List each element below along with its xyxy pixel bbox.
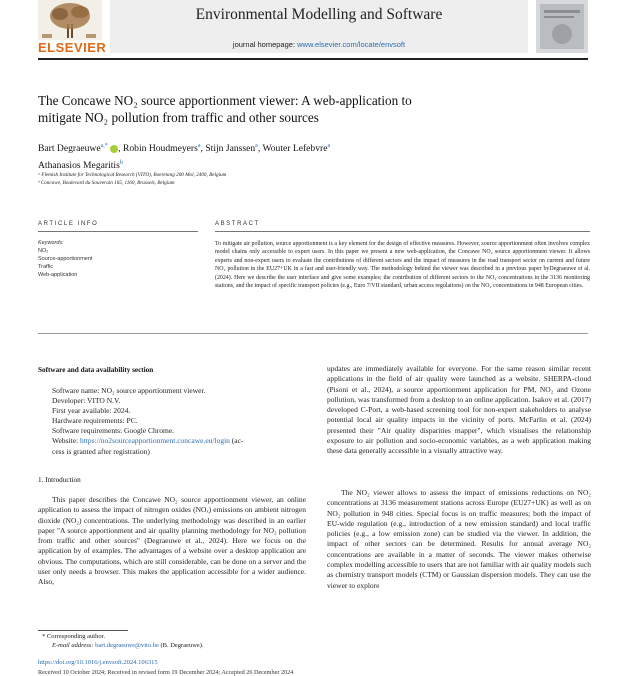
abstract-rule xyxy=(215,231,590,232)
journal-title: Environmental Modelling and Software xyxy=(195,6,443,23)
journal-cover-thumbnail[interactable] xyxy=(536,0,588,53)
software-hardware: Hardware requirements: PC. xyxy=(52,416,138,425)
abstract-heading: ABSTRACT xyxy=(215,221,260,227)
email-link[interactable]: bart.degraeuwe@vito.be xyxy=(95,642,159,649)
website-link[interactable]: https://no2sourceapportionment.concawe.eu/login xyxy=(79,436,230,445)
keyword-item: Source-apportionment xyxy=(38,256,93,262)
software-developer: Developer: VITO N.V. xyxy=(52,396,121,405)
email-label: E-mail address: xyxy=(52,642,96,649)
header-rule xyxy=(38,58,588,60)
paper-title xyxy=(38,92,578,126)
website-note-cont: cess is granted after registration) xyxy=(52,447,150,456)
homepage-label: journal homepage: xyxy=(232,40,298,49)
author-2-affiliation[interactable]: a xyxy=(197,143,201,149)
keyword-item: Traffic xyxy=(38,264,53,270)
author-1-affiliation[interactable]: a,* xyxy=(100,143,108,149)
footnote-rule xyxy=(38,630,128,631)
keywords-label: Keywords: xyxy=(38,240,64,246)
software-requirements: Software requirements: Google Chrome. xyxy=(52,426,175,435)
software-name: Software name: NO₂ source apportionment viewer. xyxy=(52,386,206,395)
title-line-2: mitigate NO₂ pollution from traffic and other sources xyxy=(38,110,319,125)
keyword-item: NO₂ xyxy=(38,248,49,254)
software-section-heading: Software and data availability section xyxy=(38,366,154,374)
intro-heading: 1. Introduction xyxy=(38,476,81,484)
software-first-year: First year available: 2024. xyxy=(52,406,131,415)
publisher-logo-text: ELSEVIER xyxy=(38,40,107,55)
title-line-1: The Concawe NO₂ source apportionment viewer: A web-application to xyxy=(38,93,412,108)
abstract-body: To mitigate air pollution, source apportionment is a key element for the design of effective measures. However, source apportionment often involves complex model chains only accessible to expert users. In this paper we present a new web-application, the Concawe NO₂ source apportionment viewer. It allows experts and non-expert users to evaluate the contributions of different sectors and the impact of measures in the road transport sector on current and future NO₂ pollution in the EU27+UK in a fast and user-friendly way. The methodology behind the viewer was described in a previous paper byDegraeuwe et al. (2024). Here we describe the user interface and give some examples; the contribution of different sectors to the NO₂ concentrations in the 3136 monitoring stations, and the impact of specific transport policies (e.g., Euro 7/VII standard, urban access regulations) on the NO₂ concentrations in 948 European cities. xyxy=(215,241,590,290)
author-1[interactable]: Bart Degraeuwe xyxy=(38,143,101,155)
author-5-affiliation[interactable]: b xyxy=(119,160,123,167)
journal-homepage xyxy=(110,40,528,49)
author-2[interactable]: , Robin Houdmeyers xyxy=(118,143,198,155)
author-list xyxy=(38,139,578,173)
email-suffix: (B. Degraeuwe). xyxy=(158,642,204,649)
author-3[interactable]: , Stijn Janssen xyxy=(200,143,256,155)
corresponding-author-note: * Corresponding author. xyxy=(42,633,106,640)
article-info-rule xyxy=(38,231,198,232)
website-note: (ac- xyxy=(229,436,244,445)
email-footnote xyxy=(52,642,204,649)
affiliation-a: ᵃ Flemish Institute for Technological Research (VITO), Boeretang 200 Mol, 2400, Belgium xyxy=(38,172,227,178)
website-label: Website: xyxy=(52,436,80,445)
affiliation-b: ᵇ Concawe, Boulevard du Souverain 165, 1160, Brussels, Belgium xyxy=(38,180,175,186)
author-3-affiliation[interactable]: a xyxy=(255,143,258,149)
software-website xyxy=(52,436,310,446)
author-4[interactable]: , Wouter Lefebvre xyxy=(257,143,328,155)
right-column-paragraph-2: The NO₂ viewer allows to assess the impact of emissions reductions on NO₂ concentrations at 3136 measurement stations across Europe (EU27+UK) as well as on NO₂ pollution in 948 cities. Special focus is on traffic measures; both the impact of EU-wide regulation (e.g., introduction of a new emission standard) and local traffic policies (e.g., a low emission zone) can be studied via the viewer. In addition, the impact of other sectors can be determined. Results for annual average NO₂ concentrations are available in a matter of seconds. The viewer makes otherwise complex modelling accessible to users that are not familiar with air quality models such as chemistry transport models (CTM) or Gaussian dispersion models. They can use the viewer to explore xyxy=(327,488,591,590)
intro-paragraph: This paper describes the Concawe NO₂ source apportionment viewer, an online application to assess the impact of nitrogen oxides (NOₓ) emissions on ambient nitrogen dioxide (NO₂) concentrations. The underlying methodology was described in an earlier paper "A source apportionment and air quality planning methodology for NO₂ pollution from traffic and other sources" (Degraeuwe et al., 2024). Here we focus on the application by of examples. The advantages of a website over a desktop application are obvious. The computations, which are still considerable, can be done on a server and the user only needs a browser. This makes the application accessible for a wider audience. Also, xyxy=(38,495,306,587)
orcid-icon[interactable] xyxy=(110,145,118,153)
right-column-paragraph-1: updates are immediately available for everyone. For the same reason similar recent applications in the field of air quality were launched as a website. SHERPA-cloud (Pisoni et al., 2024), a source apportionment application for PM, NO₂ and Ozone pollution, was transformed from a desktop to an online application. Isakov et al. (2017) developed C-Port, a web-based screening tool for non-expert stakeholders to analyse potential local air quality impacts in the vicinity of ports. McFarlin et al. (2024) presented their "Air quality disparities mapper", which visualises the relationship exposure to air pollution and socio-economic variables, as a web application making these data generally accessible in a visually attractive way. xyxy=(327,364,591,456)
keyword-item: Web-application xyxy=(38,272,78,278)
author-4-affiliation[interactable]: a xyxy=(327,143,331,149)
abstract-bottom-rule xyxy=(38,333,588,334)
homepage-link[interactable]: www.elsevier.com/locate/envsoft xyxy=(297,40,406,49)
article-info-heading: ARTICLE INFO xyxy=(38,221,99,227)
author-5[interactable]: Athanasios Megaritis xyxy=(38,160,120,172)
received-dates: Received 10 October 2024; Received in revised form 19 December 2024; Accepted 26 December 2024 xyxy=(38,669,294,676)
doi-link[interactable]: https://doi.org/10.1016/j.envsoft.2024.106315 xyxy=(38,659,158,666)
